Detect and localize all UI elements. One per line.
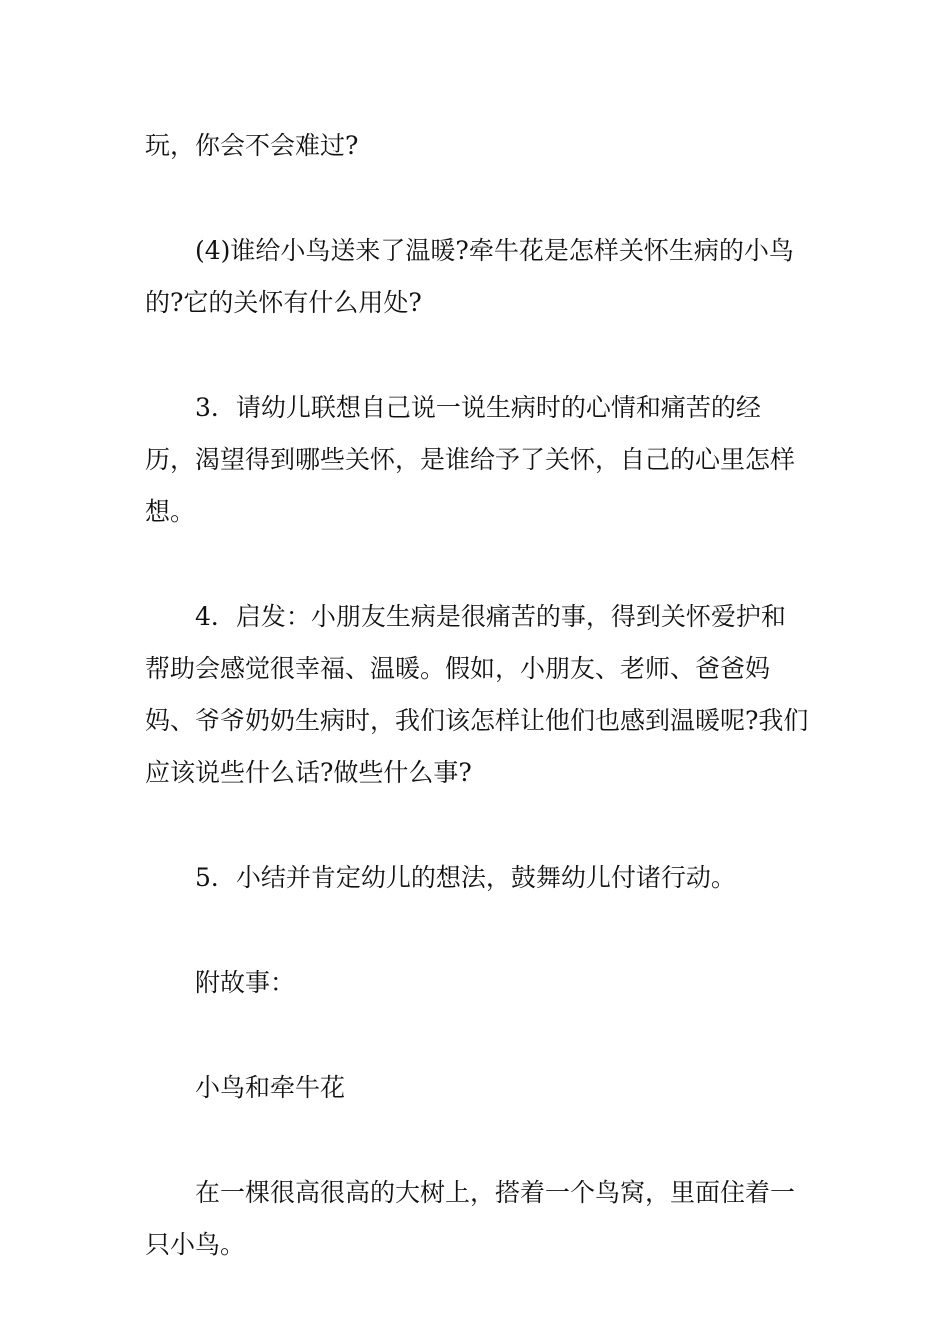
paragraph-continuation: 玩，你会不会难过?: [145, 131, 359, 160]
paragraph-gap: [145, 904, 810, 957]
paragraph-gap: [145, 799, 810, 852]
paragraph-step-3: 3．请幼儿联想自己说一说生病时的心情和痛苦的经历，渴望得到哪些关怀，是谁给予了关怀，自己的心里怎样想。: [145, 393, 796, 526]
paragraph-gap: [145, 172, 810, 225]
paragraph-gap: [145, 1009, 810, 1062]
document-body: [145, 120, 810, 1271]
paragraph-step-4: 4．启发：小朋友生病是很痛苦的事，得到关怀爱护和帮助会感觉很幸福、温暖。假如，小朋友、老师、爸爸妈妈、爷爷奶奶生病时，我们该怎样让他们也感到温暖呢?我们应该说些什么话?做些什么事?: [145, 602, 809, 787]
paragraph-gap: [145, 329, 810, 382]
story-paragraph: 在一棵很高很高的大树上，搭着一个鸟窝，里面住着一只小鸟。: [145, 1178, 796, 1259]
story-title: 小鸟和牵牛花: [195, 1073, 346, 1102]
paragraph-step-5: 5．小结并肯定幼儿的想法，鼓舞幼儿付诸行动。: [195, 863, 736, 892]
paragraph-gap: [145, 1114, 810, 1167]
paragraph-gap: [145, 538, 810, 591]
paragraph-question-4: (4)谁给小鸟送来了温暖?牵牛花是怎样关怀生病的小鸟的?它的关怀有什么用处?: [145, 236, 794, 317]
paragraph-appendix-label: 附故事：: [195, 968, 296, 997]
